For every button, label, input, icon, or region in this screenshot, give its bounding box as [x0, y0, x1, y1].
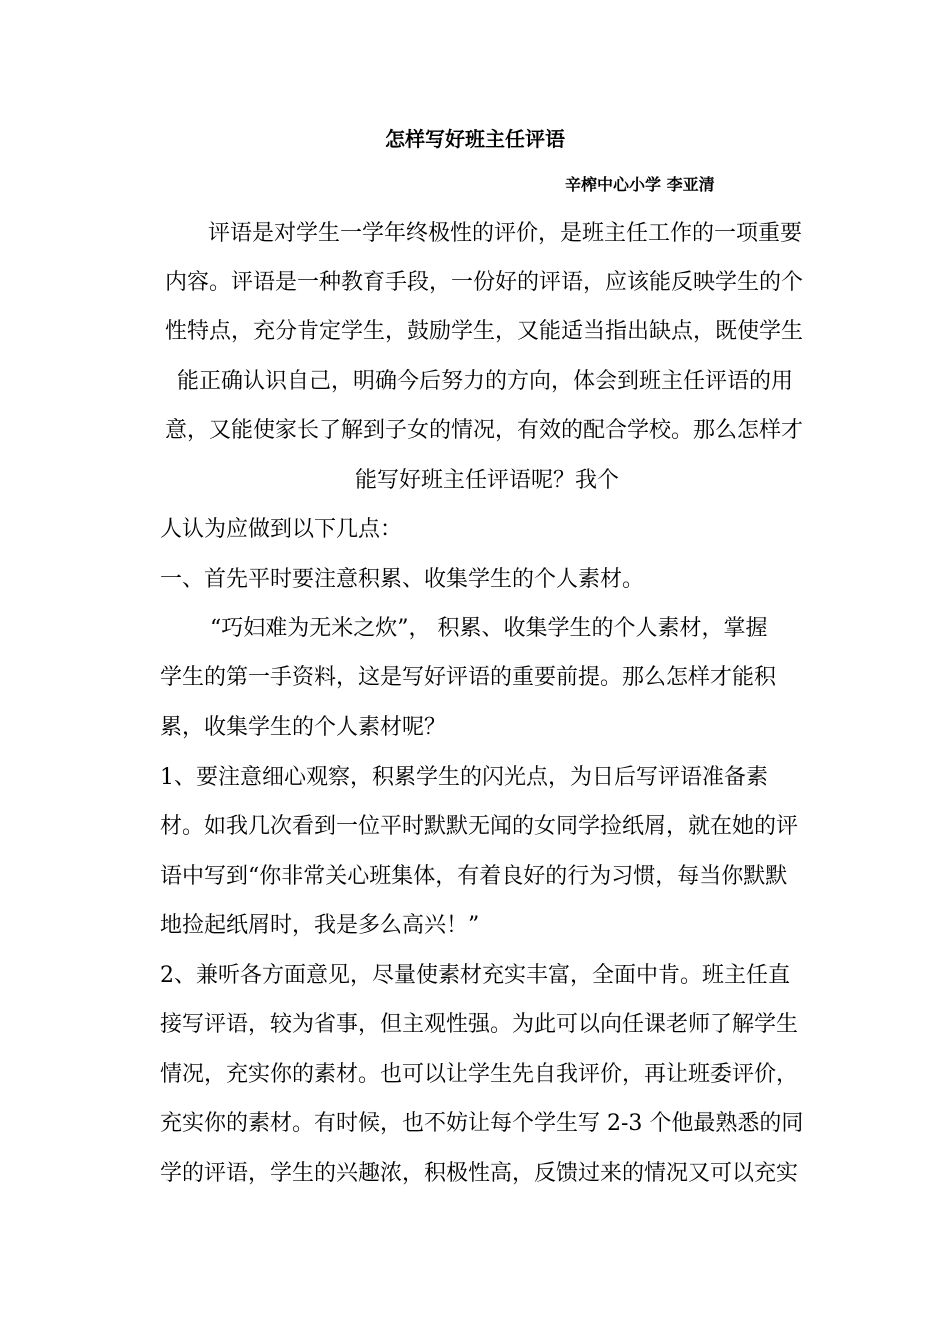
author-line: 辛榨中心小学 李亚清 [565, 175, 715, 194]
paragraph-line: 能正确认识自己，明确今后努力的方向，体会到班主任评语的用 [177, 369, 794, 394]
paragraph-line: 人认为应做到以下几点： [160, 517, 403, 542]
paragraph-line: 2、兼听各方面意见，尽量使素材充实丰富，全面中肯。班主任直 [160, 963, 790, 988]
paragraph-line: 材。如我几次看到一位平时默默无闻的女同学捡纸屑，就在她的评 [160, 814, 799, 839]
document-title: 怎样写好班主任评语 [385, 127, 565, 151]
paragraph-line: 语中写到“你非常关心班集体，有着良好的行为习惯，每当你默默 [160, 864, 788, 889]
paragraph-line: 性特点，充分肯定学生，鼓励学生，又能适当指出缺点，既使学生 [165, 319, 804, 344]
paragraph-line: 充实你的素材。有时候，也不妨让每个学生写 2-3 个他最熟悉的同 [160, 1111, 804, 1136]
paragraph-line: “巧妇难为无米之炊”， 积累、收集学生的个人素材，掌握 [210, 616, 768, 641]
paragraph-line: 内容。评语是一种教育手段，一份好的评语，应该能反映学生的个 [165, 270, 804, 295]
paragraph-line: 学的评语，学生的兴趣浓，积极性高，反馈过来的情况又可以充实 [160, 1161, 799, 1186]
paragraph-line: 情况，充实你的素材。也可以让学生先自我评价，再让班委评价， [160, 1062, 799, 1087]
paragraph-line: 1、要注意细心观察，积累学生的闪光点，为日后写评语准备素 [160, 765, 768, 790]
paragraph-line: 地捡起纸屑时，我是多么高兴！” [160, 913, 480, 938]
paragraph-line: 评语是对学生一学年终极性的评价，是班主任工作的一项重要 [208, 221, 803, 246]
paragraph-line: 能写好班主任评语呢？我个 [355, 468, 620, 493]
paragraph-line: 累，收集学生的个人素材呢？ [160, 715, 447, 740]
paragraph-line: 接写评语，较为省事，但主观性强。为此可以向任课老师了解学生 [160, 1012, 799, 1037]
paragraph-line: 意，又能使家长了解到子女的情况，有效的配合学校。那么怎样才 [165, 418, 804, 443]
paragraph-line: 学生的第一手资料，这是写好评语的重要前提。那么怎样才能积 [160, 665, 777, 690]
section-heading: 一、首先平时要注意积累、收集学生的个人素材。 [160, 567, 645, 592]
